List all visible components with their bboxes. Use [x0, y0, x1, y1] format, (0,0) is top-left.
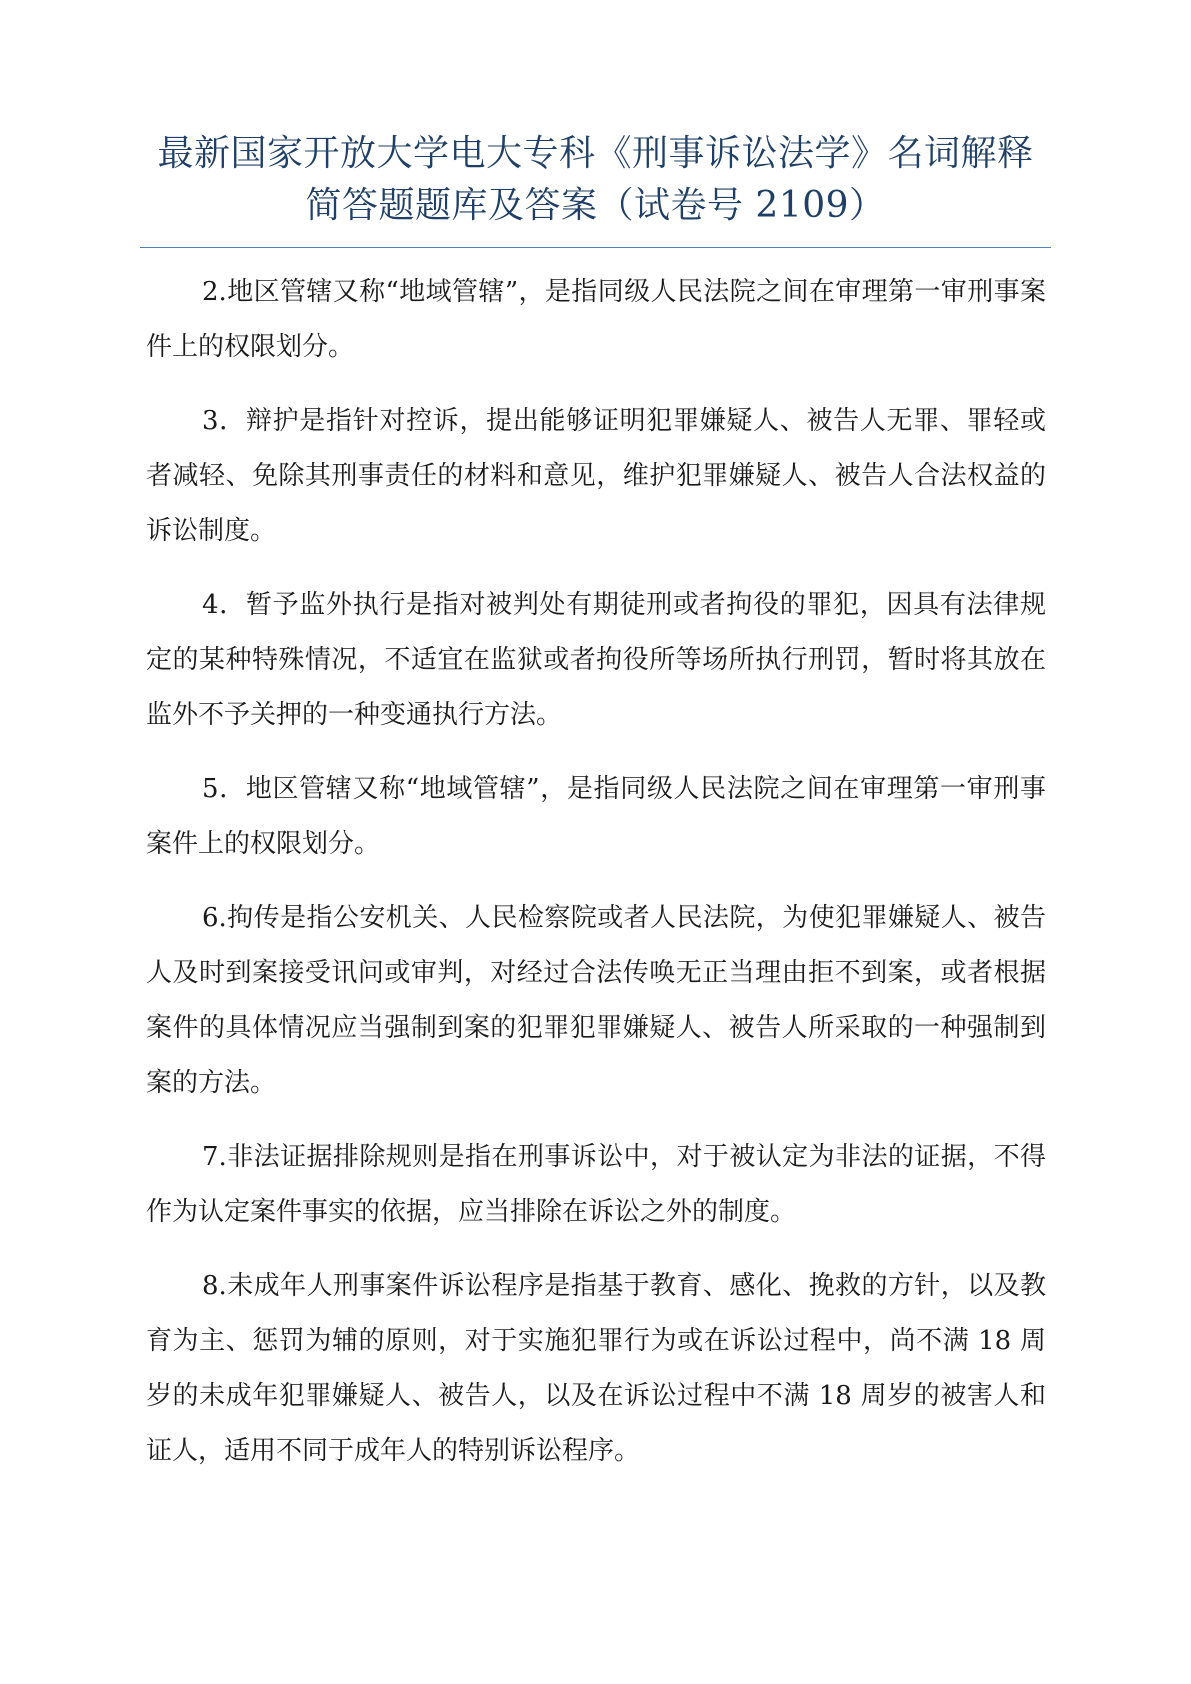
document-title — [140, 128, 1051, 232]
paragraph-4: 4．暂予监外执行是指对被判处有期徒刑或者拘役的罪犯，因具有法律规定的某种特殊情况，不适宜在监狱或者拘役所等场所执行刑罚，暂时将其放在监外不予关押的一种变通执行方法。 — [146, 590, 1046, 730]
title-line-1: 最新国家开放大学电大专科《刑事诉讼法学》名词解释 — [157, 133, 1034, 174]
title-line-2: 简答题题库及答案（试卷号 2109） — [305, 185, 886, 226]
paragraph-8: 8.未成年人刑事案件诉讼程序是指基于教育、感化、挽救的方针，以及教育为主、惩罚为辅的原则，对于实施犯罪行为或在诉讼过程中，尚不满 18 周岁的未成年犯罪嫌疑人、被告人，以及在诉讼过程中不满 18 周岁的被害人和证人，适用不同于成年人的特别诉讼程序。 — [146, 1271, 1046, 1466]
paragraph-6: 6.拘传是指公安机关、人民检察院或者人民法院，为使犯罪嫌疑人、被告人及时到案接受讯问或审判，对经过合法传唤无正当理由拒不到案，或者根据案件的具体情况应当强制到案的犯罪犯罪嫌疑人、被告人所采取的一种强制到案的方法。 — [146, 903, 1046, 1098]
paragraph-7: 7.非法证据排除规则是指在刑事诉讼中，对于被认定为非法的证据，不得作为认定案件事实的依据，应当排除在诉讼之外的制度。 — [146, 1142, 1046, 1227]
title-divider — [140, 247, 1051, 248]
paragraph-3: 3．辩护是指针对控诉，提出能够证明犯罪嫌疑人、被告人无罪、罪轻或者减轻、免除其刑事责任的材料和意见，维护犯罪嫌疑人、被告人合法权益的诉讼制度。 — [146, 406, 1046, 546]
paragraph-2: 2.地区管辖又称“地域管辖”，是指同级人民法院之间在审理第一审刑事案件上的权限划分。 — [146, 277, 1046, 362]
document-body — [146, 265, 1046, 1498]
paragraph-5: 5．地区管辖又称“地域管辖”，是指同级人民法院之间在审理第一审刑事案件上的权限划分。 — [146, 774, 1046, 859]
